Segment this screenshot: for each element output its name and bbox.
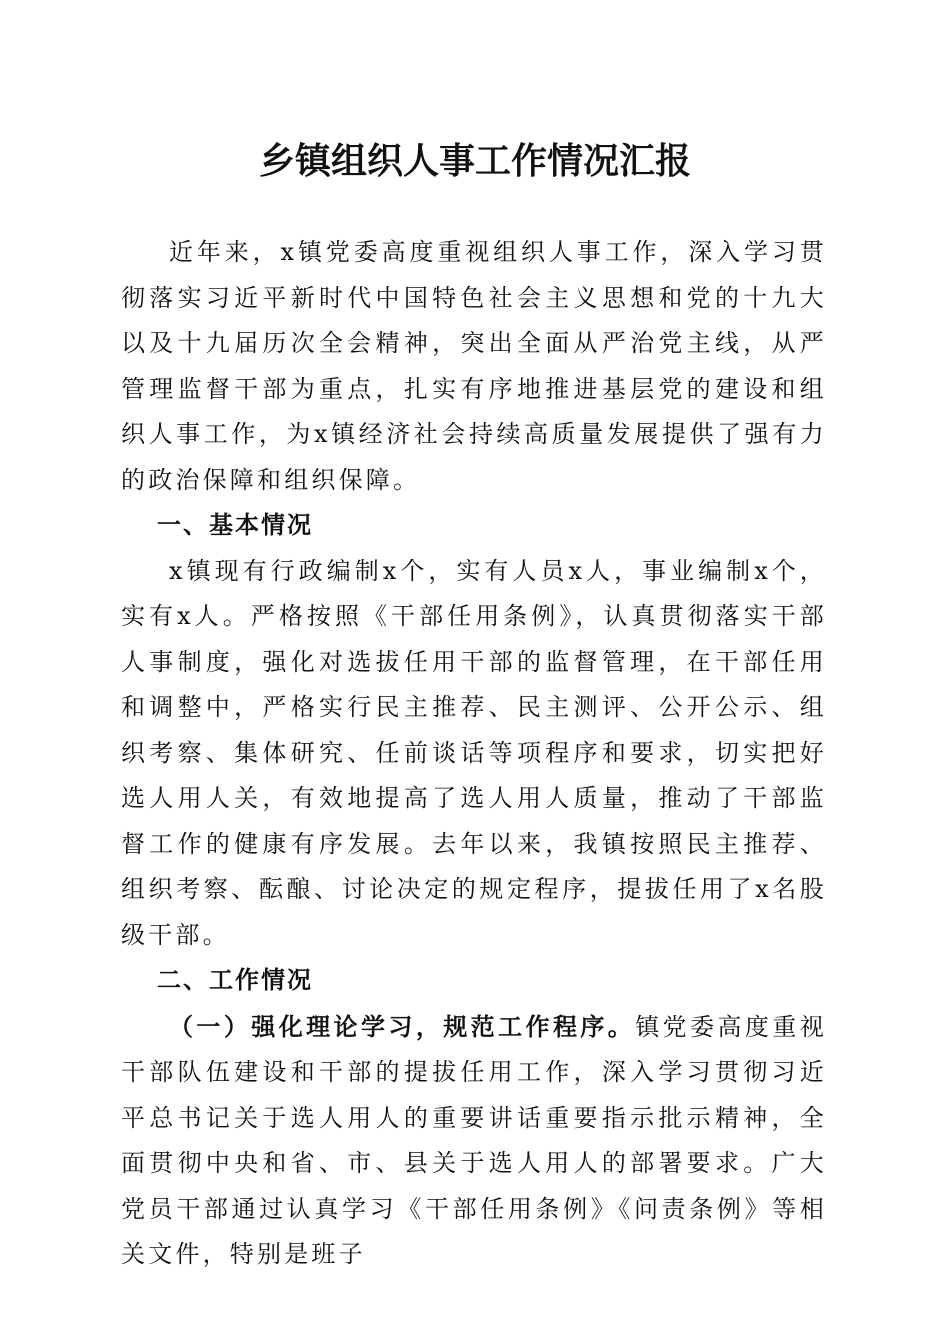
section-heading-work: 二、工作情况	[157, 966, 313, 994]
basic-situation-paragraph: x镇现有行政编制x个，实有人员x人，事业编制x个，实有x人。严格按照《干部任用条例》，认真贯彻落实干部人事制度，强化对选拔任用干部的监督管理，在干部任用和调整中，严格实行民主推荐、民主测评、公开公示、组织考察、集体研究、任前谈话等项程序和要求，切实把好选人用人关，有效地提高了选人用人质量，推动了干部监督工作的健康有序发展。去年以来，我镇按照民主推荐、组织考察、酝酿、讨论决定的规定程序，提拔任用了x名股级干部。	[121, 556, 827, 949]
document-title: 乡镇组织人事工作情况汇报	[258, 140, 691, 182]
subsection-text: 镇党委高度重视干部队伍建设和干部的提拔任用工作，深入学习贯彻习近平总书记关于选人用人的重要讲话重要指示批示精神，全面贯彻中央和省、市、县关于选人用人的部署要求。广大党员干部通过认真学习《干部任用条例》《问责条例》等相关文件，特别是班子	[121, 1012, 827, 1268]
document-body	[121, 230, 827, 1278]
subsection-lead: （一）强化理论学习，规范工作程序。	[169, 1011, 636, 1041]
intro-paragraph: 近年来，x镇党委高度重视组织人事工作，深入学习贯彻落实习近平新时代中国特色社会主义思想和党的十九大以及十九届历次全会精神，突出全面从严治党主线，从严管理监督干部为重点，扎实有序地推进基层党的建设和组织人事工作，为x镇经济社会持续高质量发展提供了强有力的政治保障和组织保障。	[121, 238, 827, 494]
work-subsection-1-paragraph	[121, 1004, 827, 1278]
section-heading-basic: 一、基本情况	[157, 511, 313, 539]
